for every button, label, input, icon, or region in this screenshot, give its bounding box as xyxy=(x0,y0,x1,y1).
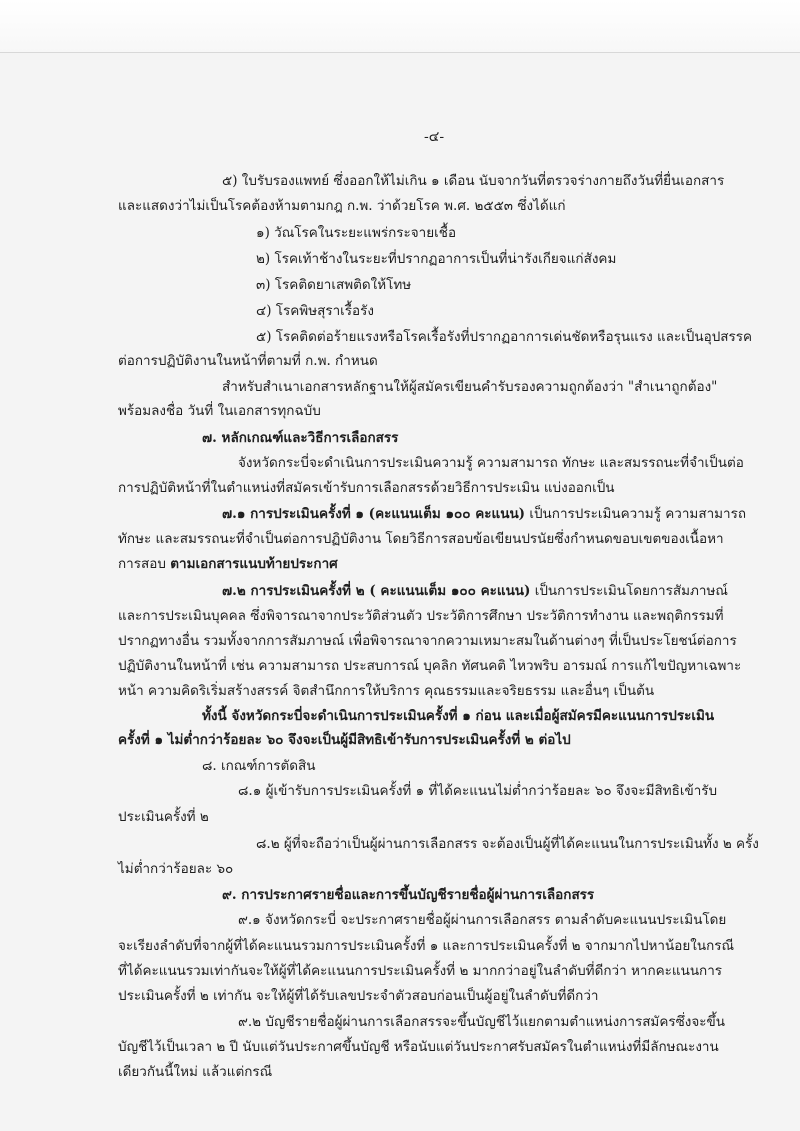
text-line: ๙.๒ บัญชีรายชื่อผู้ผ่านการเลือกสรรจะขึ้นบัญชีไว้แยกตามตำแหน่งการสมัครซึ่งจะขึ้น xyxy=(238,1014,725,1030)
text-line: ๘.๒ ผู้ที่จะถือว่าเป็นผู้ผ่านการเลือกสรร จะต้องเป็นผู้ที่ได้คะแนนในการประเมินทั้ง ๒ ครั้ง xyxy=(256,836,759,852)
text-line: ๕) ใบรับรองแพทย์ ซึ่งออกให้ไม่เกิน ๑ เดือน นับจากวันที่ตรวจร่างกายถึงวันที่ยื่นเอกสาร xyxy=(222,173,725,189)
text-line: ๘.๑ ผู้เข้ารับการประเมินครั้งที่ ๑ ที่ได้คะแนนไม่ต่ำกว่าร้อยละ ๖๐ จึงจะมีสิทธิเข้ารับ xyxy=(238,783,718,799)
text-line xyxy=(222,505,746,523)
text-line: และการประเมินบุคคล ซึ่งพิจารณาจากประวัติส่วนตัว ประวัติการศึกษา ประวัติการทำงาน และพฤติกรรมที่ xyxy=(118,608,724,624)
text-line: ที่ได้คะแนนรวมเท่ากันจะให้ผู้ที่ได้คะแนนการประเมินครั้งที่ ๒ มากกว่าอยู่ในลำดับที่ดีกว่า หากคะแนนการ xyxy=(118,963,723,979)
section-heading-7: ๗. หลักเกณฑ์และวิธีการเลือกสรร xyxy=(202,430,399,446)
text-line: ปรากฏทางอื่น รวมทั้งจากการสัมภาษณ์ เพื่อพิจารณาจากความเหมาะสมในด้านต่างๆ ที่เป็นประโยชน์ต่อการ xyxy=(118,633,737,649)
text-line: ประเมินครั้งที่ ๒ xyxy=(118,809,209,825)
text-line: ปฏิบัติงานในหน้าที่ เช่น ความสามารถ ประสบการณ์ บุคลิก ทัศนคติ ไหวพริบ อารมณ์ การแก้ไขปัญหาเฉพาะ xyxy=(118,658,742,674)
text-line: ทักษะ และสมรรถนะที่จำเป็นต่อการปฏิบัติงาน โดยวิธีการสอบข้อเขียนปรนัยซึ่งกำหนดขอบเขตของเนื้อหา xyxy=(118,531,724,547)
text-line: ๙.๑ จังหวัดกระบี่ จะประกาศรายชื่อผู้ผ่านการเลือกสรร ตามลำดับคะแนนประเมินโดย xyxy=(238,912,727,928)
text-line: ๕) โรคติดต่อร้ายแรงหรือโรคเรื้อรังที่ปรากฏอาการเด่นชัดหรือรุนแรง และเป็นอุปสรรค xyxy=(256,329,753,345)
section-heading-9: ๙. การประกาศรายชื่อและการขึ้นบัญชีรายชื่อผู้ผ่านการเลือกสรร xyxy=(222,887,595,903)
subsection-heading-7-2: ๗.๒ การประเมินครั้งที่ ๒ ( คะแนนเต็ม ๑๐๐ คะแนน) xyxy=(222,583,531,599)
text-line: ๑) วัณโรคในระยะแพร่กระจายเชื้อ xyxy=(256,225,457,241)
text-line: จังหวัดกระบี่จะดำเนินการประเมินความรู้ ความสามารถ ทักษะ และสมรรถนะที่จำเป็นต่อ xyxy=(238,455,744,471)
text-line: เดียวกันนี้ใหม่ แล้วแต่กรณี xyxy=(118,1064,273,1080)
text-line: ประเมินครั้งที่ ๒ เท่ากัน จะให้ผู้ที่ได้รับเลขประจำตัวสอบก่อนเป็นผู้อยู่ในลำดับที่ดีกว่า xyxy=(118,988,599,1004)
text-line xyxy=(118,555,338,573)
text-line: สำหรับสำเนาเอกสารหลักฐานให้ผู้สมัครเขียนคำรับรองความถูกต้องว่า "สำเนาถูกต้อง" xyxy=(222,379,718,395)
scan-border xyxy=(0,0,800,53)
text-line: หน้า ความคิดริเริ่มสร้างสรรค์ จิตสำนึกการให้บริการ คุณธรรมและจริยธรรม และอื่นๆ เป็นต้น xyxy=(118,683,655,699)
text-line: และแสดงว่าไม่เป็นโรคต้องห้ามตามกฎ ก.พ. ว่าด้วยโรค พ.ศ. ๒๕๕๓ ซึ่งได้แก่ xyxy=(118,198,566,214)
text-line: การปฏิบัติหน้าที่ในตำแหน่งที่สมัครเข้ารับการเลือกสรรด้วยวิธีการประเมิน แบ่งออกเป็น xyxy=(118,480,615,496)
text-line: ต่อการปฏิบัติงานในหน้าที่ตามที่ ก.พ. กำหนด xyxy=(118,353,378,369)
text-run: การสอบ xyxy=(118,556,171,572)
text-line-bold: ทั้งนี้ จังหวัดกระบี่จะดำเนินการประเมินครั้งที่ ๑ ก่อน และเมื่อผู้สมัครมีคะแนนการประเมิน xyxy=(202,708,715,724)
text-line: ๒) โรคเท้าช้างในระยะที่ปรากฏอาการเป็นที่น่ารังเกียจแก่สังคม xyxy=(256,251,617,267)
text-run: เป็นการประเมินโดยการสัมภาษณ์ xyxy=(530,583,728,599)
text-run-bold: ตามเอกสารแนบท้ายประกาศ xyxy=(170,556,338,572)
text-line: บัญชีไว้เป็นเวลา ๒ ปี นับแต่วันประกาศขึ้นบัญชี หรือนับแต่วันประกาศรับสมัครในตำแหน่งที่มีลักษณะงาน xyxy=(118,1039,719,1055)
text-run: เป็นการประเมินความรู้ ความสามารถ xyxy=(525,506,747,522)
text-line xyxy=(222,582,728,600)
text-line: ๓) โรคติดยาเสพติดให้โทษ xyxy=(256,277,412,293)
text-line: ไม่ต่ำกว่าร้อยละ ๖๐ xyxy=(118,861,234,877)
subsection-heading-7-1: ๗.๑ การประเมินครั้งที่ ๑ (คะแนนเต็ม ๑๐๐ คะแนน) xyxy=(222,506,526,522)
text-line: ๔) โรคพิษสุราเรื้อรัง xyxy=(256,303,374,319)
section-heading-8: ๘. เกณฑ์การตัดสิน xyxy=(202,758,316,774)
page-number: -๔- xyxy=(424,129,445,145)
text-line: จะเรียงลำดับที่จากผู้ที่ได้คะแนนรวมการประเมินครั้งที่ ๑ และการประเมินครั้งที่ ๒ จากมากไปหาน้อยในกรณี xyxy=(118,938,735,954)
text-line-bold: ครั้งที่ ๑ ไม่ต่ำกว่าร้อยละ ๖๐ จึงจะเป็นผู้มีสิทธิเข้ารับการประเมินครั้งที่ ๒ ต่อไป xyxy=(118,732,571,748)
text-line: พร้อมลงชื่อ วันที่ ในเอกสารทุกฉบับ xyxy=(118,403,321,419)
